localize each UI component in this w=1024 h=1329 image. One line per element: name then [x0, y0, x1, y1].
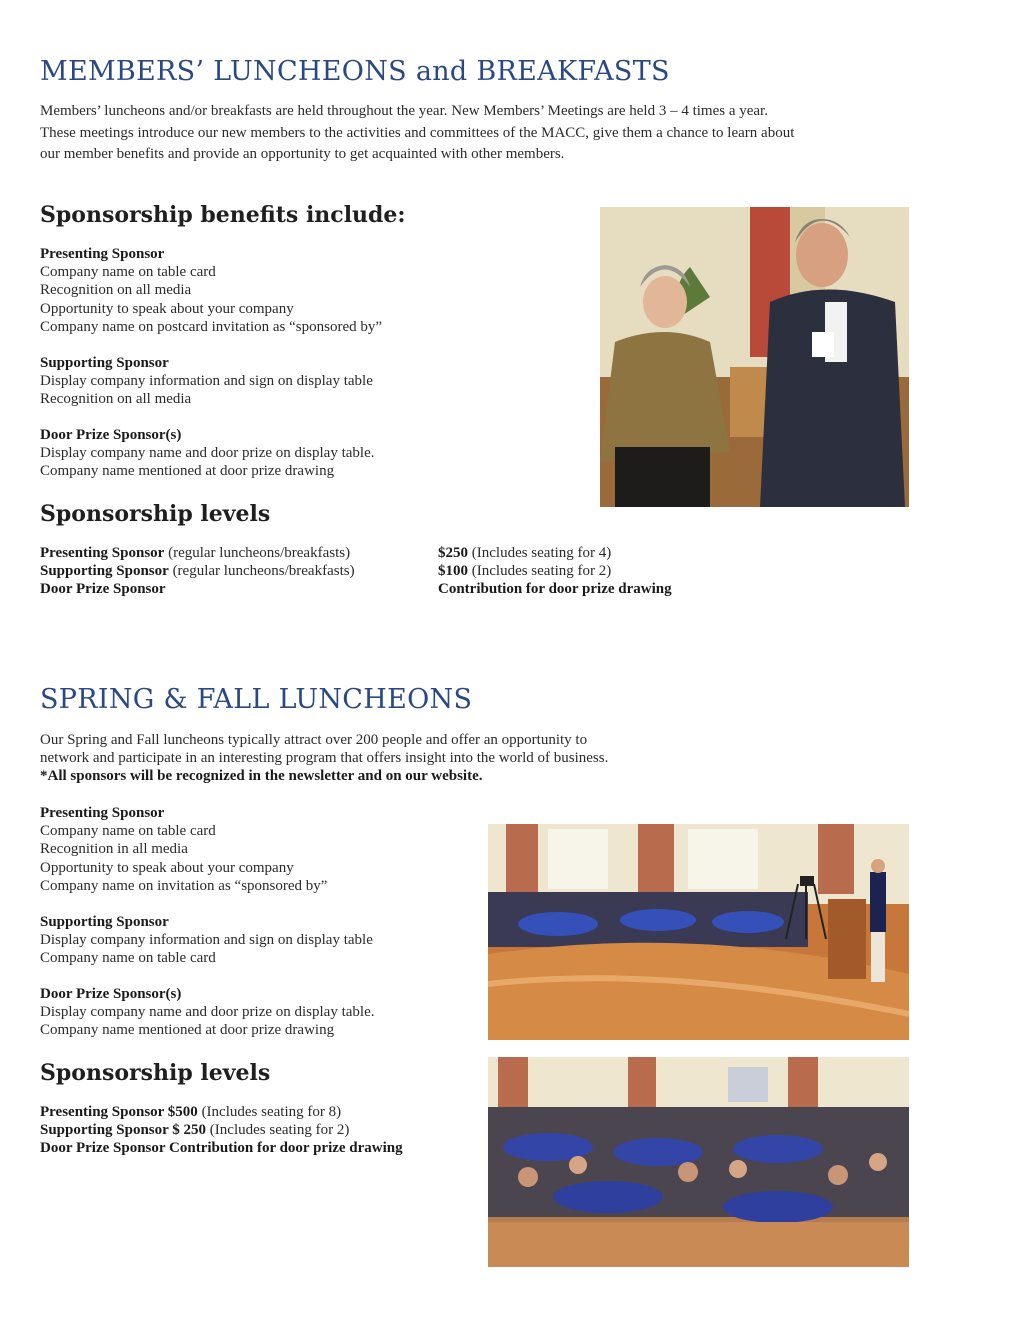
benefit-item: Company name on postcard invitation as “sponsored by” [40, 318, 383, 335]
level-note: (Includes seating for 8) [197, 1104, 342, 1120]
members-intro [40, 101, 920, 166]
members-section-title: MEMBERS’ LUNCHEONS and BREAKFASTS [40, 56, 670, 87]
door-prize-sponsor-heading: Door Prize Sponsor(s) [40, 986, 182, 1002]
benefit-item: Recognition on all media [40, 282, 192, 299]
presenting-sponsor-heading: Presenting Sponsor [40, 246, 165, 262]
crowded-ballroom-photo [488, 1057, 909, 1267]
level-name: Door Prize Sponsor Contribution for door prize drawing [40, 1140, 403, 1157]
presenting-sponsor-benefits [40, 245, 382, 336]
levels-names-column [40, 544, 355, 599]
levels-amounts-column [438, 544, 672, 599]
benefit-item: Display company name and door prize on display table. [40, 1004, 375, 1021]
level-amount-row [438, 562, 672, 580]
level-note: (Includes seating for 2) [206, 1122, 350, 1139]
benefit-item: Recognition on all media [40, 391, 192, 408]
level-note: (regular luncheons/breakfasts) [164, 545, 351, 561]
intro-bold-line: *All sponsors will be recognized in the newsletter and on our website. [40, 768, 483, 785]
benefit-item: Opportunity to speak about your company [40, 300, 294, 317]
level-name: Supporting Sponsor [40, 563, 169, 580]
intro-line: These meetings introduce our new members to the activities and committees of the MACC, give them a chance to learn about [40, 124, 795, 141]
sf-door-prize-sponsor-benefits [40, 985, 375, 1040]
spring-fall-intro [40, 731, 740, 786]
sf-presenting-sponsor-benefits [40, 804, 327, 895]
level-amount-note: (Includes seating for 2) [468, 563, 612, 580]
presenting-sponsor-heading: Presenting Sponsor [40, 805, 165, 821]
door-prize-sponsor-benefits [40, 426, 375, 481]
level-name: Presenting Sponsor $500 [40, 1104, 198, 1120]
sf-levels-heading: Sponsorship levels [40, 1060, 271, 1086]
benefit-item: Display company information and sign on display table [40, 373, 373, 390]
level-name: Door Prize Sponsor [40, 581, 166, 598]
level-row [40, 544, 355, 562]
intro-line: Members’ luncheons and/or breakfasts are held throughout the year. New Members’ Meetings are held 3 – 4 times a year. [40, 103, 768, 119]
door-prize-sponsor-heading: Door Prize Sponsor(s) [40, 427, 182, 443]
ballroom-speaker-photo [488, 824, 909, 1040]
level-amount: $250 [438, 545, 468, 561]
levels-heading: Sponsorship levels [40, 501, 271, 527]
intro-line: network and participate in an interesting program that offers insight into the world of business. [40, 750, 609, 767]
benefit-item: Company name on table card [40, 264, 216, 281]
benefit-item: Recognition in all media [40, 841, 188, 858]
benefit-item: Company name on table card [40, 823, 216, 840]
level-name: Presenting Sponsor [40, 545, 165, 561]
level-note: (regular luncheons/breakfasts) [168, 563, 355, 580]
level-row [40, 1139, 403, 1157]
spring-fall-section-title: SPRING & FALL LUNCHEONS [40, 684, 473, 715]
level-amount: Contribution for door prize drawing [438, 581, 672, 598]
benefits-heading: Sponsorship benefits include: [40, 202, 406, 228]
sf-levels-list [40, 1103, 403, 1158]
benefit-item: Opportunity to speak about your company [40, 859, 294, 876]
intro-line: Our Spring and Fall luncheons typically attract over 200 people and offer an opportunity to [40, 732, 588, 748]
supporting-sponsor-heading: Supporting Sponsor [40, 355, 169, 371]
benefit-item: Company name mentioned at door prize drawing [40, 1022, 335, 1039]
supporting-sponsor-benefits [40, 354, 373, 409]
level-name: Supporting Sponsor $ 250 [40, 1122, 207, 1139]
sf-supporting-sponsor-benefits [40, 913, 373, 968]
level-amount-note: (Includes seating for 4) [468, 545, 612, 561]
benefit-item: Display company information and sign on display table [40, 932, 373, 949]
benefit-item: Display company name and door prize on display table. [40, 445, 375, 462]
supporting-sponsor-heading: Supporting Sponsor [40, 914, 169, 930]
level-row [40, 1121, 403, 1139]
level-amount-row [438, 544, 672, 562]
members-greeting-photo [600, 207, 909, 507]
level-amount-row [438, 580, 672, 598]
level-row [40, 1103, 403, 1121]
intro-line: our member benefits and provide an opportunity to get acquainted with other members. [40, 146, 565, 162]
level-amount: $100 [438, 563, 468, 580]
level-row [40, 580, 355, 598]
benefit-item: Company name on invitation as “sponsored by” [40, 877, 328, 894]
benefit-item: Company name mentioned at door prize drawing [40, 463, 335, 480]
level-row [40, 562, 355, 580]
benefit-item: Company name on table card [40, 950, 216, 967]
